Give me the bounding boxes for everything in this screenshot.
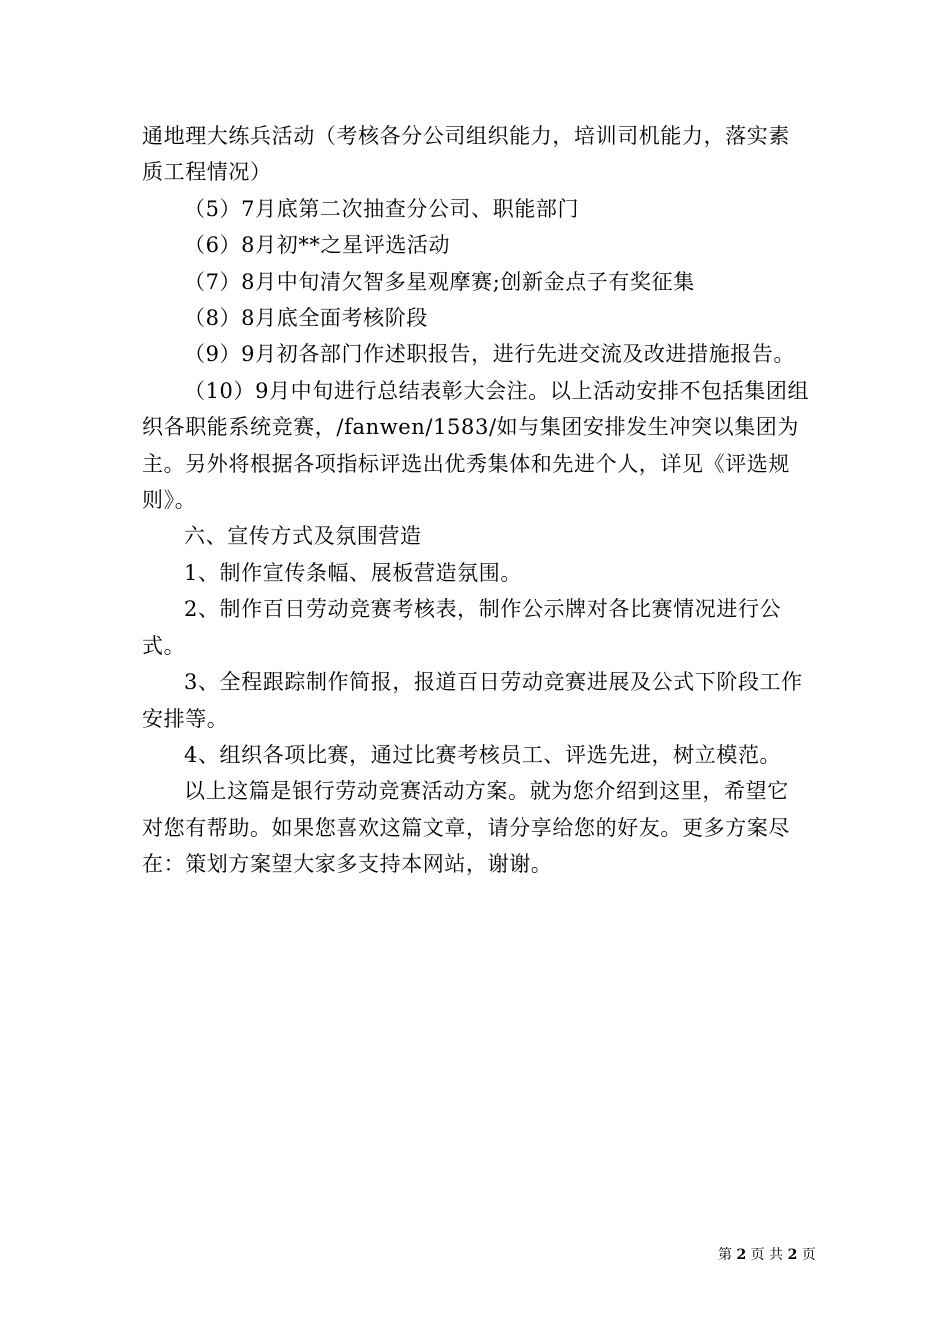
document-body xyxy=(142,118,810,883)
paragraph-closing: 以上这篇是银行劳动竞赛活动方案。就为您介绍到这里，希望它对您有帮助。如果您喜欢这篇文章，请分享给您的好友。更多方案尽在：策划方案望大家多支持本网站，谢谢。 xyxy=(142,779,790,877)
paragraph-continuation: 通地理大练兵活动（考核各分公司组织能力，培训司机能力，落实素质工程情况） xyxy=(142,124,790,185)
footer-current-page: 2 xyxy=(736,1247,747,1263)
footer-middle: 页 共 xyxy=(750,1247,784,1263)
section-heading-publicity: 六、宣传方式及氛围营造 xyxy=(184,524,422,549)
paragraph-publicity-1: 1、制作宣传条幅、展板营造氛围。 xyxy=(184,560,522,585)
footer-suffix: 页 xyxy=(801,1247,816,1263)
paragraph-publicity-3: 3、全程跟踪制作简报，报道百日劳动竞赛进展及公式下阶段工作安排等。 xyxy=(142,670,803,731)
paragraph-item-7: （7）8月中旬清欠智多星观摩赛;创新金点子有奖征集 xyxy=(184,269,695,294)
footer-prefix: 第 xyxy=(718,1247,732,1263)
paragraph-item-10: （10）9月中旬进行总结表彰大会注。以上活动安排不包括集团组织各职能系统竞赛，/fanwen/1583/如与集团安排发生冲突以集团为主。另外将根据各项指标评选出优秀集体和先进个人，详见《评选规则》。 xyxy=(142,378,810,513)
paragraph-item-9: （9）9月初各部门作述职报告，进行先进交流及改进措施报告。 xyxy=(184,342,796,367)
paragraph-publicity-2: 2、制作百日劳动竞赛考核表，制作公示牌对各比赛情况进行公式。 xyxy=(142,597,782,658)
footer-total-pages: 2 xyxy=(787,1247,798,1263)
paragraph-item-5: （5）7月底第二次抽查分公司、职能部门 xyxy=(184,196,580,221)
paragraph-item-8: （8）8月底全面考核阶段 xyxy=(184,306,428,331)
paragraph-item-6: （6）8月初**之星评选活动 xyxy=(184,233,451,258)
page-number-footer xyxy=(718,1246,816,1264)
paragraph-publicity-4: 4、组织各项比赛，通过比赛考核员工、评选先进，树立模范。 xyxy=(184,742,782,767)
